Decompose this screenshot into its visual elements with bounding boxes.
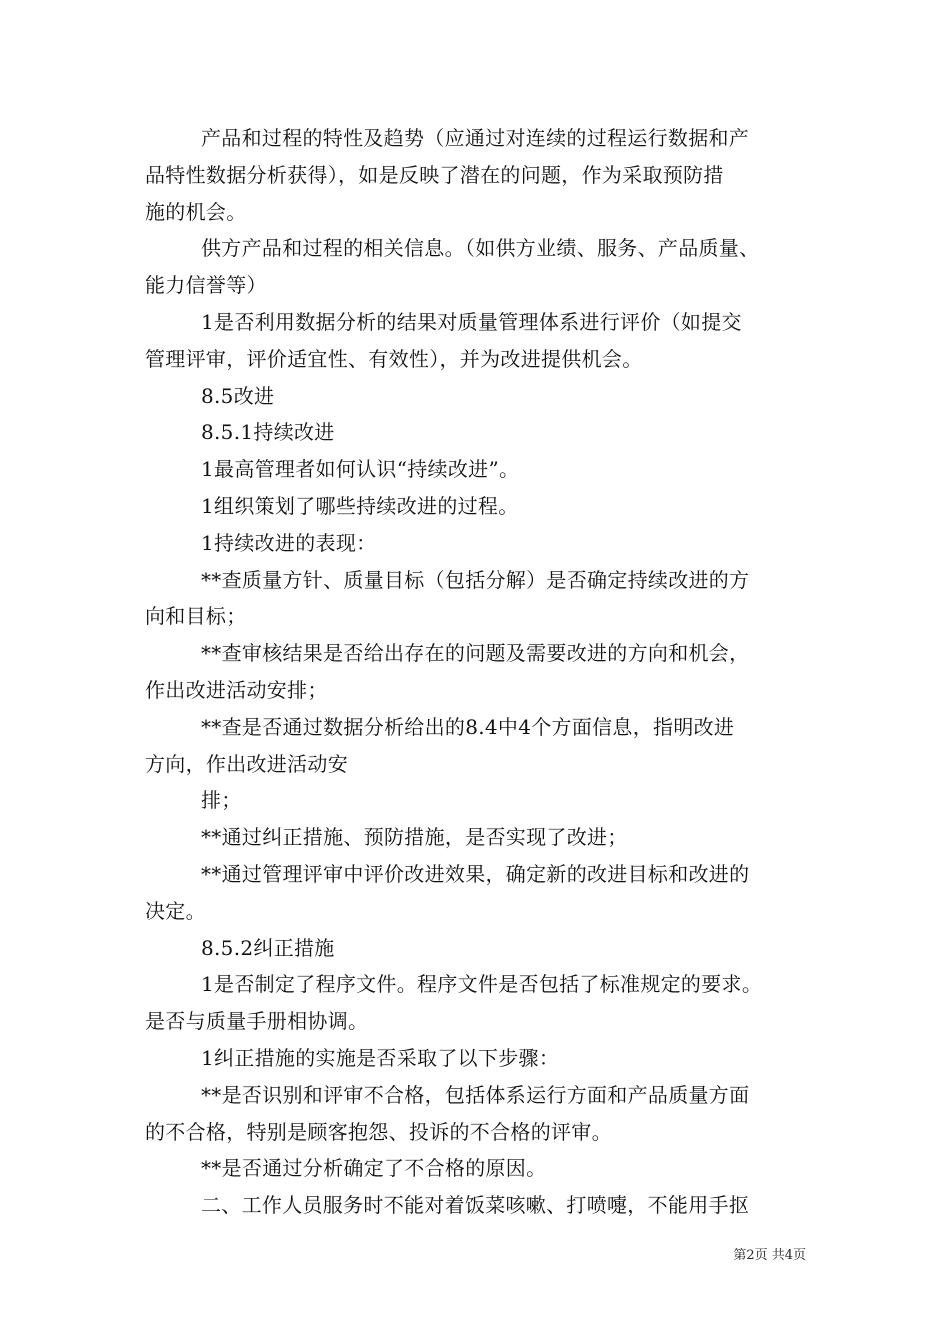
paragraph-line: 施的机会。 (145, 199, 247, 224)
paragraph-line: 作出改进活动安排； (145, 677, 328, 702)
paragraph-line: 1是否利用数据分析的结果对质量管理体系进行评价（如提交 (201, 309, 742, 334)
section-heading: 8.5改进 (201, 383, 275, 408)
paragraph-line: 1是否制定了程序文件。程序文件是否包括了标准规定的要求。 (201, 972, 763, 997)
paragraph-line: 1持续改进的表现： (201, 530, 377, 555)
paragraph-line: 1纠正措施的实施是否采取了以下步骤： (201, 1045, 560, 1070)
paragraph-line: **查审核结果是否给出存在的问题及需要改进的方向和机会， (201, 641, 750, 666)
paragraph-line: **是否通过分析确定了不合格的原因。 (201, 1156, 547, 1181)
paragraph-line: **通过管理评审中评价改进效果，确定新的改进目标和改进的 (201, 861, 750, 886)
paragraph-line: **查质量方针、质量目标（包括分解）是否确定持续改进的方 (201, 567, 750, 592)
section-heading: 8.5.1持续改进 (201, 420, 335, 445)
paragraph-line: 方向，作出改进活动安 (145, 751, 348, 776)
paragraph-line: **查是否通过数据分析给出的8.4中4个方面信息，指明改进 (201, 714, 735, 739)
paragraph-line: 1最高管理者如何认识“持续改进”。 (201, 457, 520, 482)
paragraph-line: 的不合格，特别是顾客抱怨、投诉的不合格的评审。 (145, 1119, 612, 1144)
paragraph-line: 决定。 (145, 898, 206, 923)
paragraph-line: 品特性数据分析获得），如是反映了潜在的问题，作为采取预防措 (145, 162, 724, 187)
paragraph-line: 向和目标； (145, 604, 247, 629)
paragraph-line: 是否与质量手册相协调。 (145, 1009, 369, 1034)
page-indicator: 第2页 共4页 (733, 1248, 806, 1263)
section-heading: 8.5.2纠正措施 (201, 935, 335, 960)
paragraph-line: 1组织策划了哪些持续改进的过程。 (201, 493, 519, 518)
paragraph-line: 产品和过程的特性及趋势（应通过对连续的过程运行数据和产 (201, 126, 750, 150)
page-footer (0, 1244, 950, 1268)
paragraph-line: 管理评审，评价适宜性、有效性），并为改进提供机会。 (145, 346, 643, 371)
paragraph-line: **通过纠正措施、预防措施，是否实现了改进； (201, 825, 628, 850)
paragraph-line: 供方产品和过程的相关信息。（如供方业绩、服务、产品质量、 (201, 236, 760, 261)
document-body (145, 120, 825, 1224)
paragraph-line: 二、工作人员服务时不能对着饭菜咳嗽、打喷嚏，不能用手抠 (201, 1193, 750, 1218)
paragraph-line: 排； (201, 788, 242, 813)
paragraph-line: 能力信誉等） (145, 273, 267, 298)
paragraph-line: **是否识别和评审不合格，包括体系运行方面和产品质量方面 (201, 1082, 750, 1107)
